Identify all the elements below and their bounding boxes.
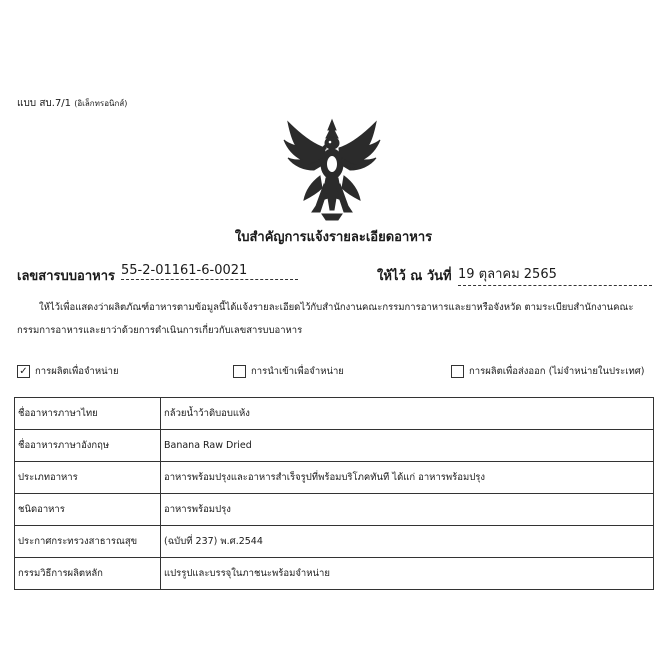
detail-value: อาหารพร้อมปรุงและอาหารสำเร็จรูปที่พร้อมบริโภคทันที ได้แก่ อาหารพร้อมปรุง: [161, 462, 654, 494]
detail-value: อาหารพร้อมปรุง: [161, 494, 654, 526]
detail-value: Banana Raw Dried: [161, 430, 654, 462]
issue-date-value: 19 ตุลาคม 2565: [458, 263, 652, 286]
detail-value: แปรรูปและบรรจุในภาชนะพร้อมจำหน่าย: [161, 558, 654, 590]
detail-label: ชื่ออาหารภาษาอังกฤษ: [15, 430, 161, 462]
detail-label: ชื่ออาหารภาษาไทย: [15, 398, 161, 430]
table-row: [15, 462, 654, 494]
food-details-table: [14, 397, 654, 590]
checkbox-checked-icon[interactable]: ✓: [17, 365, 30, 378]
purpose-option-export[interactable]: [451, 364, 645, 379]
table-row: [15, 526, 654, 558]
detail-label: ประกาศกระทรวงสาธารณสุข: [15, 526, 161, 558]
table-row: [15, 558, 654, 590]
document-title: ใบสำคัญการแจ้งรายละเอียดอาหาร: [234, 230, 433, 245]
form-code-main: แบบ สบ.7/1: [17, 98, 72, 109]
purpose-label: การนำเข้าเพื่อจำหน่าย: [251, 366, 344, 377]
form-code: [17, 96, 127, 111]
table-row: [15, 494, 654, 526]
detail-value: (ฉบับที่ 237) พ.ศ.2544: [161, 526, 654, 558]
purpose-checkboxes: [17, 364, 657, 382]
registration-number: 55-2-01161-6-0021: [121, 263, 298, 280]
detail-label: ชนิดอาหาร: [15, 494, 161, 526]
checkbox-empty-icon[interactable]: [233, 365, 246, 378]
purpose-option-import[interactable]: [233, 364, 344, 379]
checkbox-empty-icon[interactable]: [451, 365, 464, 378]
declaration-text: ให้ไว้เพื่อแสดงว่าผลิตภัณฑ์อาหารตามข้อมูลนี้ได้แจ้งรายละเอียดไว้กับสำนักงานคณะกรรมการอาหารและยาหรือจังหวัด ตามระเบียบสำนักงานคณะกรรมการอาหารและยาว่าด้วยการดำเนินการเกี่ยวกับเลขสารบบอาหาร: [17, 302, 634, 336]
detail-label: ประเภทอาหาร: [15, 462, 161, 494]
registration-label: เลขสารบบอาหาร: [17, 269, 115, 284]
purpose-option-production[interactable]: [17, 364, 119, 379]
detail-value: กล้วยน้ำว้าดิบอบแห้ง: [161, 398, 654, 430]
table-row: [15, 398, 654, 430]
detail-label: กรรมวิธีการผลิตหลัก: [15, 558, 161, 590]
form-code-sub: (อิเล็กทรอนิกส์): [74, 99, 128, 108]
issue-date-label: ให้ไว้ ณ วันที่: [377, 269, 452, 284]
purpose-label: การผลิตเพื่อจำหน่าย: [35, 366, 119, 377]
purpose-label: การผลิตเพื่อส่งออก (ไม่จำหน่ายในประเทศ): [469, 366, 645, 377]
table-row: [15, 430, 654, 462]
garuda-emblem-icon: [282, 118, 382, 222]
